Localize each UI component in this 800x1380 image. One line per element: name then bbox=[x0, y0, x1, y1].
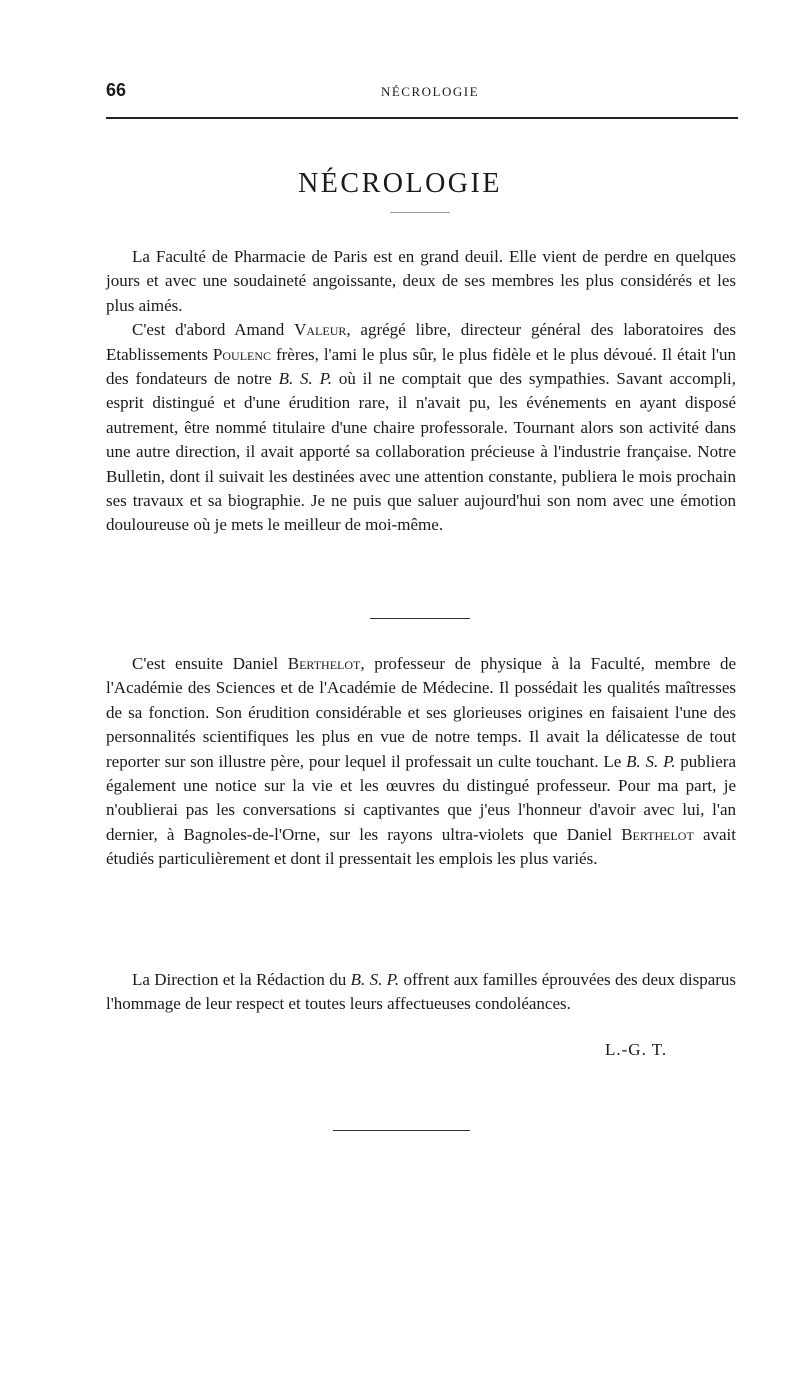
article-body-part-1 bbox=[106, 245, 736, 538]
journal-abbrev: B. S. P. bbox=[350, 970, 400, 989]
person-name-berthelot: Berthelot bbox=[287, 654, 361, 673]
section-separator bbox=[370, 618, 470, 619]
paragraph-3: C'est ensuite Daniel Berthelot, professeur de physique à la Faculté, membre de l'Académie des Sciences et de l'Académie de Médecine. Il possédait les qualités maîtresses de sa fonction. Son érudition considérable et ses glorieuses origines en faisaient l'une des personnalités scientifiques les plus en vue de notre temps. Il avait la délicatesse de tout reporter sur son illustre père, pour lequel il professait un culte touchant. Le B. S. P. publiera également une notice sur la vie et les œuvres du distingué professeur. Pour ma part, je n'oublierai pas les conversations si captivantes que j'eus l'honneur d'avoir avec lui, l'an dernier, à Bagnoles-de-l'Orne, sur les rayons ultra-violets que Daniel Berthelot avait étudiés particulièrement et dont il pressentait les emplois les plus variés. bbox=[106, 654, 736, 869]
journal-abbrev: B. S. P. bbox=[626, 751, 676, 771]
article-title: NÉCROLOGIE bbox=[298, 168, 502, 199]
person-name-valeur: Valeur bbox=[294, 320, 347, 340]
paragraph-2: C'est d'abord Amand Valeur, agrégé libre, directeur général des laboratoires des Etablissements Poulenc frères, l'ami le plus sûr, le plus fidèle et le plus dévoué. Il était l'un des fondateurs de notre B. S. P. où il ne comptait que des sympathies. Savant accompli, esprit distingué et d'une érudition rare, il n'avait pu, les événements en ayant disposé autrement, être nommé titulaire d'une chaire professorale. Tournant alors son activité dans une autre direction, il avait apporté sa collaboration précieuse à l'industrie française. Notre Bulletin, dont il suivait les destinées avec une attention constante, publiera le mois prochain ses travaux et sa biographie. Je ne puis que saluer aujourd'hui son nom avec une émotion douloureuse où je mets le meilleur de moi-même. bbox=[106, 320, 737, 535]
running-title: NÉCROLOGIE bbox=[380, 84, 480, 99]
paragraph-4: La Direction et la Rédaction du B. S. P. offrent aux familles éprouvées des deux disparus l'hommage de leur respect et toutes leurs affectueuses condoléances. bbox=[106, 970, 737, 1014]
author-signature: L.-G. T. bbox=[605, 1040, 668, 1059]
running-head bbox=[106, 80, 730, 104]
article-body-part-2 bbox=[106, 652, 736, 872]
person-name-berthelot: Berthelot bbox=[621, 824, 694, 844]
end-rule bbox=[333, 1130, 470, 1131]
journal-abbrev: B. S. P. bbox=[278, 369, 333, 389]
title-rule bbox=[390, 212, 450, 213]
company-name-poulenc: Poulenc bbox=[212, 344, 272, 364]
header-rule bbox=[106, 117, 738, 119]
article-body-part-3 bbox=[106, 968, 736, 1017]
page-number: 66 bbox=[106, 80, 127, 100]
paragraph-1: La Faculté de Pharmacie de Paris est en grand deuil. Elle vient de perdre en quelques jours et avec une soudaineté angoissante, deux de ses membres les plus considérés et les plus aimés. bbox=[106, 247, 736, 315]
